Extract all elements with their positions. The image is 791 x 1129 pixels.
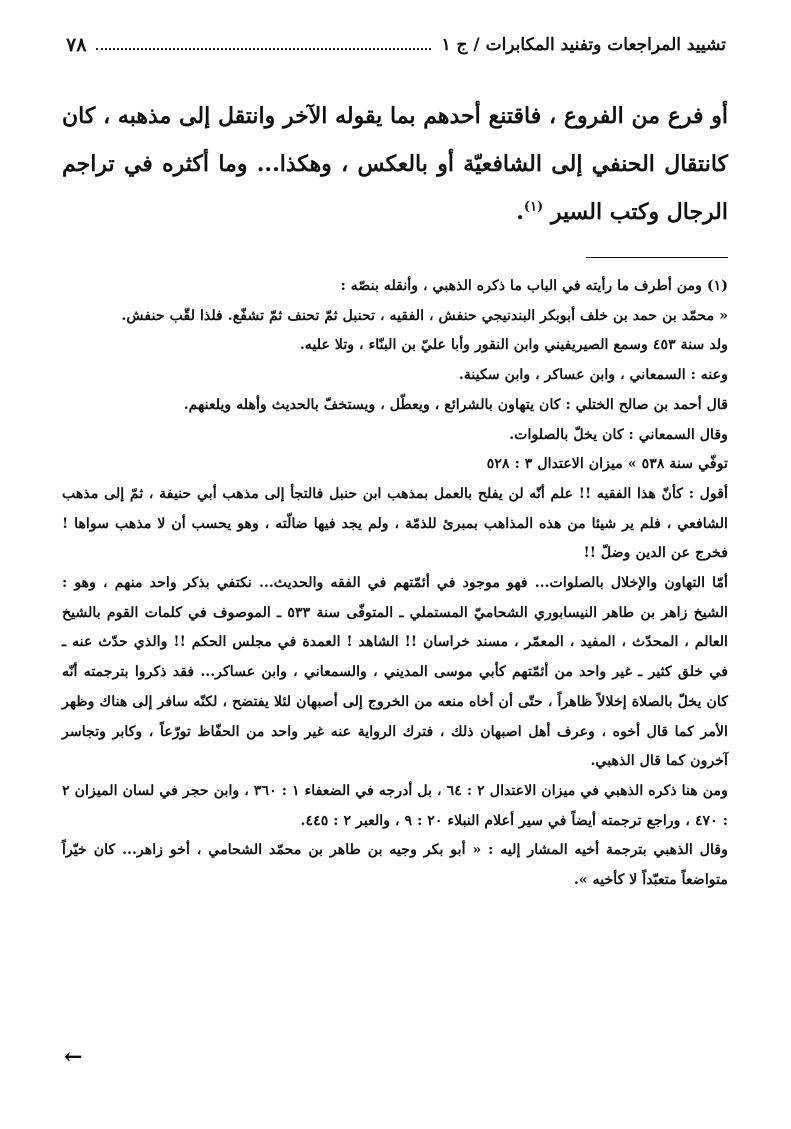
footnote-separator [586, 257, 728, 258]
continue-arrow-icon[interactable]: ← [64, 1044, 83, 1070]
header-dot-leader [96, 48, 431, 50]
footnote-line: ولد سنة ٤٥٣ وسمع الصيريفيني وابن النقور وأبا عليّ بن البنّاء ، وتلا عليه. [299, 337, 728, 354]
page-header [66, 30, 726, 60]
footnote-line: أقول : كأنّ هذا الفقيه !! علم أنّه لن يفلح بالعمل بمذهب ابن حنبل فالتجأ إلى مذهب أبي حنيفة ، ثمّ إلى مذهب الشافعي ، فلم ير شيئا من هذه المذاهب بمبرئ للذمّة ، ولم يجد فيها ضالّته ، وهو يحسب أن لا مذهب سواها ! فخرج عن الدين وضلّ !! [62, 485, 728, 562]
footnote-line: قال أحمد بن صالح الختلي : كان يتهاون بالشرائع ، ويعطّل ، ويستخفّ بالحديث وأهله ويلعنهم. [183, 396, 728, 413]
footnotes-block [62, 272, 728, 896]
main-paragraph [62, 92, 728, 236]
footnote-line: وقال الذهبي بترجمة أخيه المشار إليه : « أبو بكر وجيه بن طاهر بن محمّد الشحامي ، أخو زاهر... كان خيّراً متواضعاً متعبّداً لا كأخيه ». [62, 842, 728, 889]
paragraph-end-punct: . [516, 199, 524, 225]
footnote-line: وعنه : السمعاني ، وابن عساكر ، وابن سكينة. [458, 367, 728, 384]
footnote-reference[interactable]: (١) [523, 199, 544, 215]
page-number: ٧٨ [66, 34, 87, 56]
main-paragraph-text: أو فرع من الفروع ، فاقتنع أحدهم بما يقوله الآخر وانتقل إلى مذهبه ، كان كانتقال الحنفي إلى الشافعيّة أو بالعكس ، وهكذا... وما أكثره في تراجم الرجال وكتب السير [62, 103, 728, 225]
footnote-line: « محمّد بن حمد بن خلف أبوبكر البندنيجي حنفش ، الفقيه ، تحنبل ثمّ تحنف ثمّ تشفّع. فلذا لقّب حنفش. [121, 307, 728, 324]
running-title: تشييد المراجعات وتفنيد المكابرات / ج ١ [441, 35, 726, 55]
footnote-line: أمّا التهاون والإخلال بالصلوات... فهو موجود في أئمّتهم في الفقه والحديث... نكتفي بذكر واحد منهم ، وهو : الشيخ زاهر بن طاهر النيسابوري الشحاميّ المستملي ـ المتوفّى سنة ٥٣٣ ـ الموصوف في كلمات القوم بالشيخ العالم ، المحدّث ، المفيد ، المعمّر ، مسند خراسان !! الشاهد ! العمدة في مجلس الحكم !! والذي حدّث عنه ـ في خلق كثير ـ غير واحد من أئمّتهم كأبي موسى المديني ، والسمعاني ، وابن عساكر... فقد ذكروا بترجمته أنّه كان يخلّ بالصلاة إخلالاً ظاهراً ، حتّى أن أخاه منعه من الخروج إلى أصبهان لئلا يفتضح ، لكنّه سافر إلى هناك وظهر الأمر كما قال أخوه ، وعرف أهل اصبهان ذلك ، فترك الرواية عنه غير واحد من الحفّاظ تورّعاً ، وكابر وتجاسر آخرون كما قال الذهبي. [62, 575, 728, 770]
footnote-line: (١) ومن أطرف ما رأيته في الباب ما ذكره الذهبي ، وأنقله بنصّه : [340, 278, 728, 294]
footnote-line: وقال السمعاني : كان يخلّ بالصلوات. [509, 426, 728, 443]
footnote-line: توفّي سنة ٥٣٨ » ميزان الاعتدال ٣ : ٥٢٨ [486, 456, 728, 473]
footnote-line: ومن هنا ذكره الذهبي في ميزان الاعتدال ٢ : ٦٤ ، بل أدرجه في الضعفاء ١ : ٣٦٠ ، وابن حجر في لسان الميزان ٢ : ٤٧٠ ، وراجع ترجمته أيضاً في سير أعلام النبلاء ٢٠ : ٩ ، والعبر ٢ : ٤٤٥. [62, 782, 729, 829]
